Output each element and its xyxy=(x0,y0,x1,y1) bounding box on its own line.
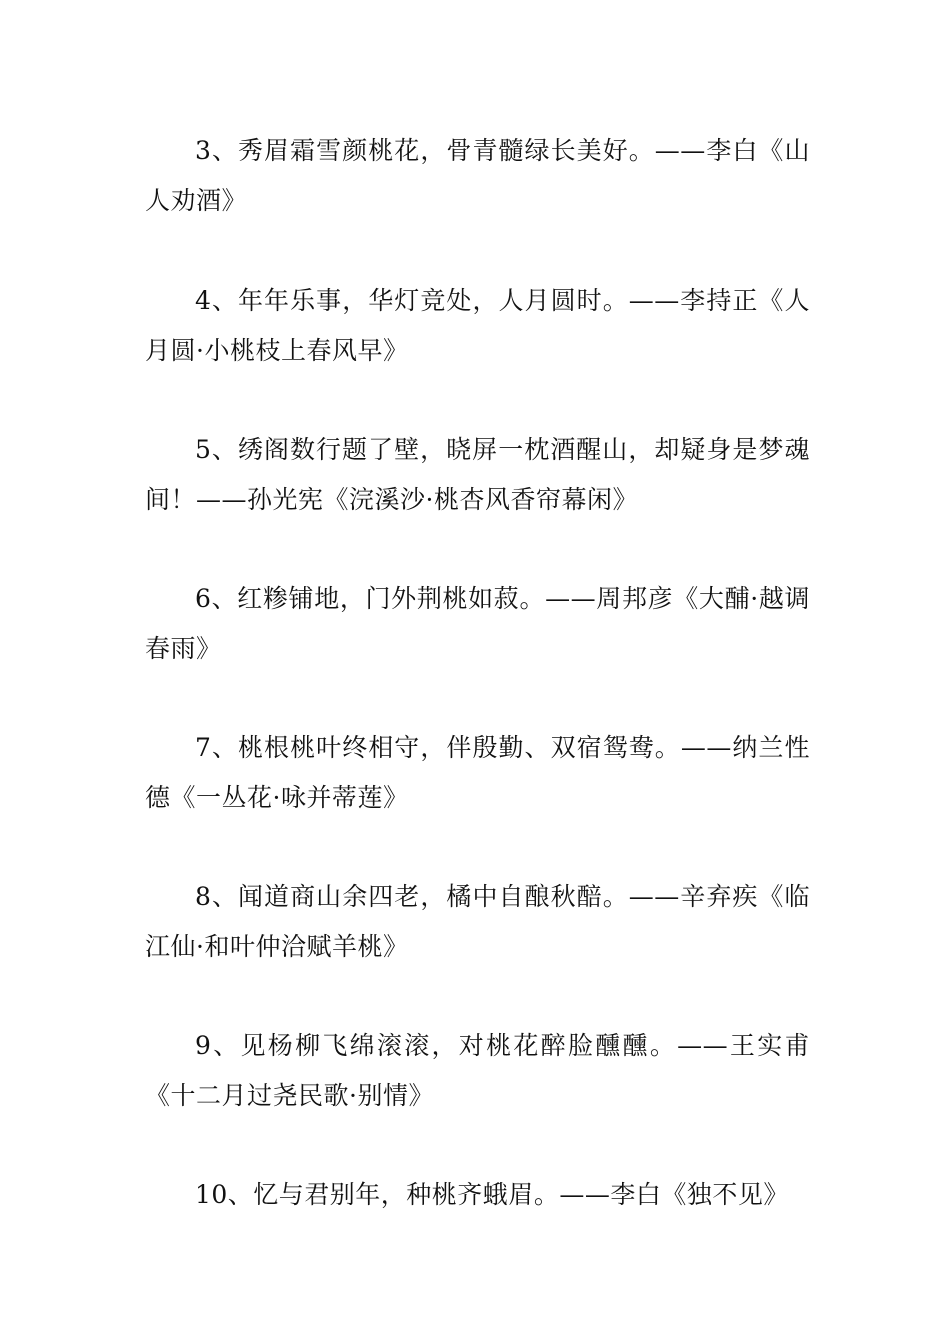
poem-quote-3: 3、秀眉霜雪颜桃花，骨青髓绿长美好。——李白《山人劝酒》 xyxy=(145,136,810,215)
poem-quote-7: 7、桃根桃叶终相守，伴殷勤、双宿鸳鸯。——纳兰性德《一丛花·咏并蒂莲》 xyxy=(145,733,810,812)
poem-quote-8: 8、闻道商山余四老，橘中自酿秋醅。——辛弃疾《临江仙·和叶仲洽赋羊桃》 xyxy=(145,882,810,961)
poem-quote-6: 6、红糁铺地，门外荆桃如菽。——周邦彦《大酺·越调春雨》 xyxy=(145,584,810,663)
poem-quote-4: 4、年年乐事，华灯竞处，人月圆时。——李持正《人月圆·小桃枝上春风早》 xyxy=(145,286,810,365)
poem-quote-5: 5、绣阁数行题了壁，晓屏一枕酒醒山，却疑身是梦魂间！——孙光宪《浣溪沙·桃杏风香帘幕闲》 xyxy=(145,435,810,514)
poem-quote-9: 9、见杨柳飞绵滚滚，对桃花醉脸醺醺。——王实甫《十二月过尧民歌·别情》 xyxy=(145,1031,810,1110)
poem-quote-10: 10、忆与君别年，种桃齐蛾眉。——李白《独不见》 xyxy=(195,1180,789,1209)
